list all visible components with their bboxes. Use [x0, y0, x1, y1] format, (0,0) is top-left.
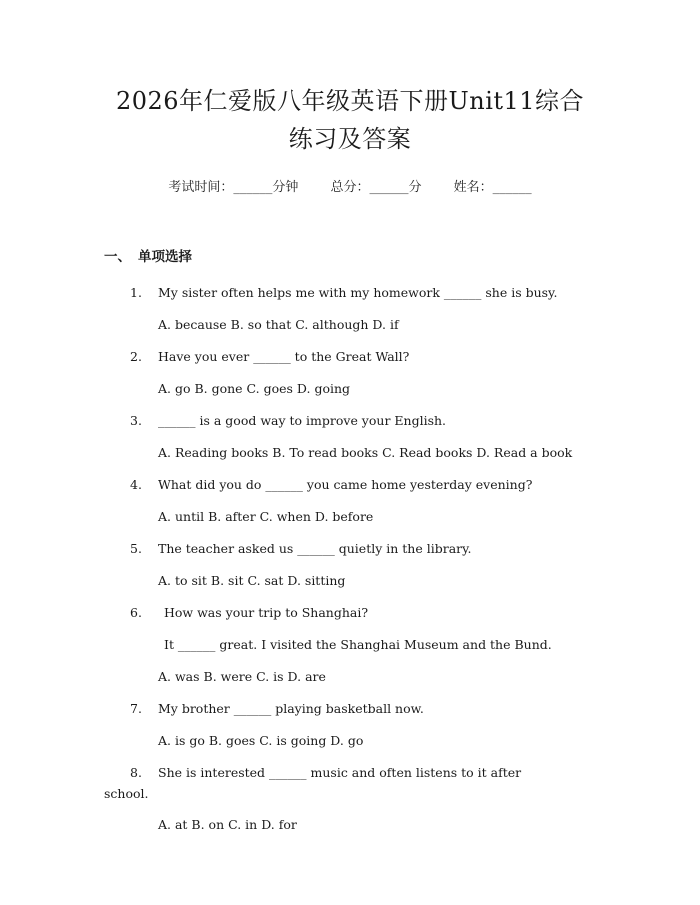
question-number: 2. [130, 349, 142, 364]
question-options: A. until B. after C. when D. before [158, 509, 374, 524]
question-item [104, 757, 596, 841]
question-stem-line-1: She is interested ______ music and often listens to it after [158, 765, 522, 780]
title-line-1: 2026年仁爱版八年级英语下册Unit11综合 [115, 87, 585, 115]
question-number: 1. [130, 285, 142, 300]
question-options: A. to sit B. sit C. sat D. sitting [158, 573, 346, 588]
question-number: 8. [130, 765, 142, 780]
question-stem: My brother ______ playing basketball now. [158, 701, 424, 716]
question-item [104, 469, 596, 533]
question-item [104, 341, 596, 405]
question-number: 4. [130, 477, 142, 492]
question-stem: How was your trip to Shanghai? [164, 605, 369, 620]
question-item [104, 693, 596, 757]
student-name: 姓名：______ [453, 180, 532, 195]
question-item [104, 597, 596, 693]
question-number: 7. [130, 701, 142, 716]
exam-meta [104, 176, 596, 195]
question-options: A. go B. gone C. goes D. going [158, 381, 351, 396]
question-options: A. at B. on C. in D. for [158, 817, 297, 832]
question-stem [104, 757, 596, 804]
question-stem: ______ is a good way to improve your English. [158, 413, 447, 428]
question-options: A. is go B. goes C. is going D. go [158, 733, 364, 748]
question-item [104, 533, 596, 597]
section-number: 一、 [104, 249, 131, 265]
section-title: 单项选择 [138, 249, 192, 265]
document-title [104, 0, 596, 158]
section-heading [104, 245, 596, 265]
question-dialogue-reply: It ______ great. I visited the Shanghai Museum and the Bund. [164, 637, 552, 652]
title-line-2: 练习及答案 [288, 125, 412, 153]
question-stem: My sister often helps me with my homework ______ she is busy. [158, 285, 558, 300]
question-stem: What did you do ______ you came home yesterday evening? [158, 477, 533, 492]
exam-time: 考试时间：______分钟 [168, 180, 299, 195]
question-stem: Have you ever ______ to the Great Wall? [158, 349, 410, 364]
question-options: A. Reading books B. To read books C. Read books D. Read a book [158, 445, 573, 460]
question-options: A. was B. were C. is D. are [158, 669, 326, 684]
question-stem: The teacher asked us ______ quietly in the library. [158, 541, 472, 556]
question-item [104, 405, 596, 469]
question-number: 3. [130, 413, 142, 428]
question-number: 5. [130, 541, 142, 556]
question-options: A. because B. so that C. although D. if [158, 317, 399, 332]
question-item [104, 277, 596, 341]
question-list [104, 277, 596, 841]
question-number: 6. [130, 605, 142, 620]
question-stem-line-2: school. [104, 786, 149, 801]
total-score: 总分：______分 [330, 180, 422, 195]
